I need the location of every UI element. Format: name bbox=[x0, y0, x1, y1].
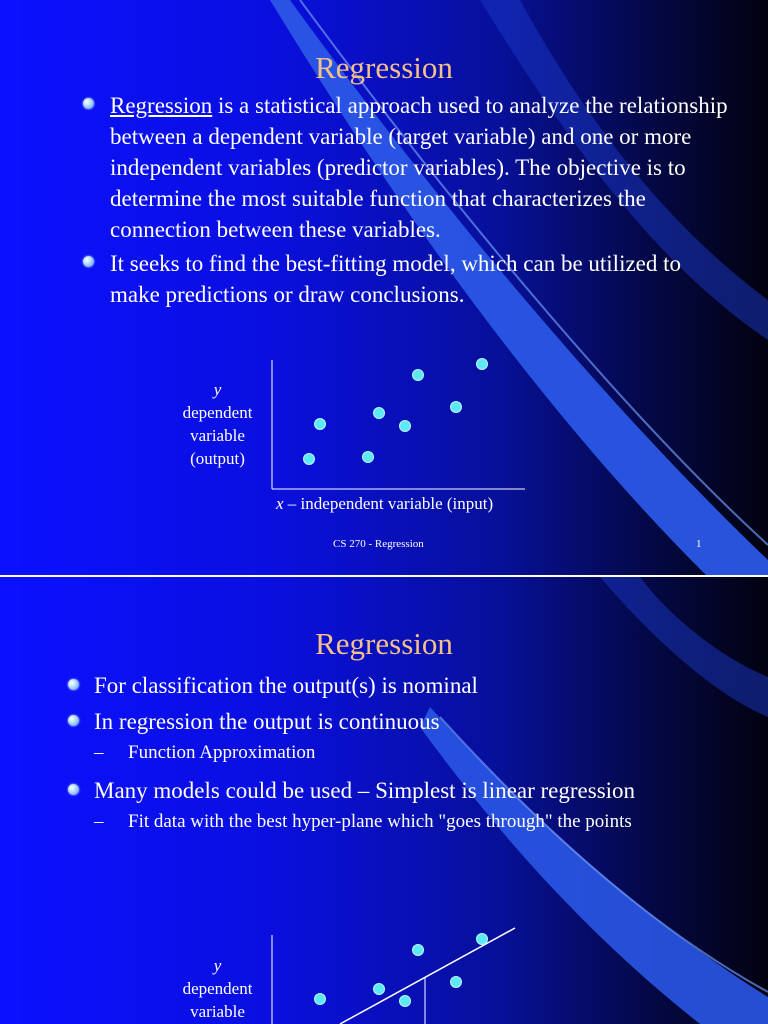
data-point bbox=[400, 996, 411, 1007]
bullet-text: In regression the output is continuous bbox=[94, 709, 440, 734]
data-point bbox=[451, 402, 462, 413]
slide-title: Regression bbox=[315, 626, 453, 661]
data-point bbox=[304, 454, 315, 465]
footer-text: CS 270 - Regression bbox=[333, 538, 424, 550]
bullet-text: Many models could be used – Simplest is linear regression bbox=[94, 778, 636, 803]
data-point bbox=[413, 945, 424, 956]
x-symbol: x bbox=[276, 494, 284, 513]
bullet-text: It seeks to find the best-fitting model, which can be utilized to make predictions or draw conclusions. bbox=[110, 251, 682, 307]
y-label-line: variable bbox=[190, 1002, 245, 1021]
data-point bbox=[413, 370, 424, 381]
sub-bullet-text: Function Approximation bbox=[128, 742, 316, 763]
regression-term: Regression bbox=[110, 93, 213, 118]
y-symbol: y bbox=[213, 380, 222, 399]
regression-line bbox=[340, 928, 515, 1024]
data-point bbox=[363, 452, 374, 463]
x-label-text: – independent variable (input) bbox=[283, 494, 494, 513]
data-point bbox=[315, 419, 326, 430]
data-point bbox=[451, 977, 462, 988]
slide-title: Regression bbox=[315, 50, 453, 85]
data-point bbox=[374, 984, 385, 995]
data-point bbox=[400, 421, 411, 432]
y-label-line: variable bbox=[190, 426, 245, 445]
dash-marker: – bbox=[94, 742, 104, 763]
y-symbol: y bbox=[213, 956, 222, 975]
data-point bbox=[374, 408, 385, 419]
y-label-line: dependent bbox=[182, 979, 253, 998]
bullet-text: For classification the output(s) is nominal bbox=[94, 673, 478, 698]
bullet-text: is a statistical approach used to analyze the relationship between a dependent variable (target variable) and one or more independent variables (predictor variables). The objective is to determine the most suitable function that characterizes the connection between these variables. bbox=[110, 93, 728, 242]
regression-plot bbox=[0, 577, 768, 1024]
x-axis-label bbox=[276, 492, 493, 515]
page-number: 1 bbox=[696, 538, 702, 550]
dash-marker: – bbox=[94, 811, 104, 832]
y-label-line: (output) bbox=[190, 449, 245, 468]
data-point bbox=[477, 934, 488, 945]
data-point bbox=[477, 359, 488, 370]
sub-bullet-text: Fit data with the best hyper-plane which "goes through" the points bbox=[128, 811, 632, 832]
slide-2 bbox=[0, 577, 768, 1024]
data-point bbox=[315, 994, 326, 1005]
y-label-line: dependent bbox=[182, 403, 253, 422]
